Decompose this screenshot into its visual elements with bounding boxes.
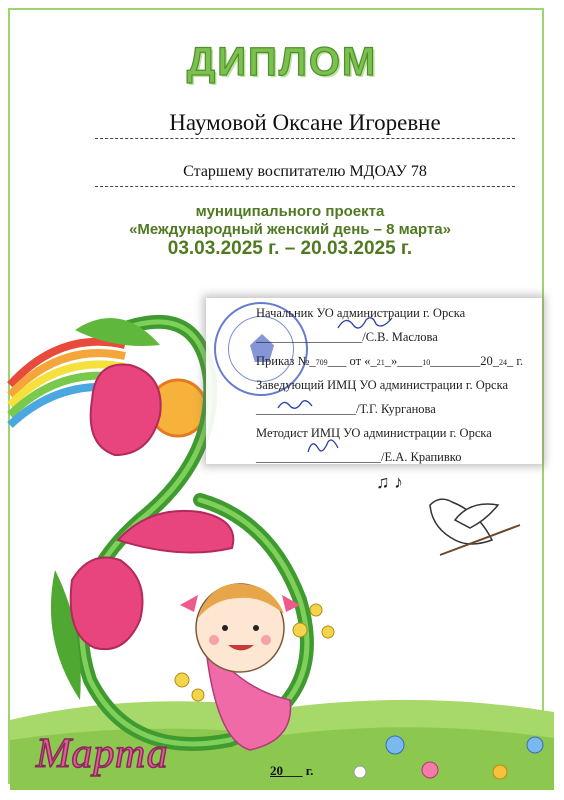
order-from: от « (349, 354, 371, 368)
project-line-1: муниципального проекта (195, 203, 385, 220)
approval-line-1: Начальник УО администрации г. Орска (256, 306, 466, 320)
approval-block (206, 298, 542, 464)
year-suffix: г. (305, 763, 314, 778)
order-year-prefix: 20 (480, 354, 493, 368)
year-field: 20___ г. (270, 763, 314, 778)
order-suffix: г. (516, 354, 524, 368)
project-line-2: «Международный женский день – 8 марта» (129, 221, 451, 238)
approval-line-6: Методист ИМЦ УО администрации г. Орска (256, 426, 492, 440)
diploma-title: ДИПЛОМ (186, 40, 378, 84)
year-prefix: 20 (270, 763, 283, 778)
order-month: 10 (422, 358, 431, 367)
approval-line-4: Заведующий ИМЦ УО администрации г. Орска (256, 378, 509, 392)
recipient-name: Наумовой Оксане Игоревне (169, 110, 441, 135)
music-notes-icon: ♫ ♪ (376, 472, 403, 492)
approval-line-7: ____________________/Е.А. Крапивко (256, 450, 462, 464)
approval-line-5: ________________/Т.Г. Курганова (256, 402, 436, 416)
recipient-position: Старшему воспитателю МДОАУ 78 (183, 163, 427, 180)
order-day: 21 (376, 358, 385, 367)
order-mid: » (390, 354, 398, 368)
marta-lettering: Марта (36, 731, 169, 777)
order-prefix: Приказ № (256, 354, 310, 368)
order-number: 709 (315, 358, 328, 367)
order-year: 24 (498, 358, 507, 367)
project-dates: 03.03.2025 г. – 20.03.2025 г. (167, 238, 413, 259)
approval-line-2: _________________/С.В. Маслова (256, 330, 438, 344)
order-line: Приказ №_709___ от «_21_»____10________20_24_ г. (256, 354, 524, 368)
